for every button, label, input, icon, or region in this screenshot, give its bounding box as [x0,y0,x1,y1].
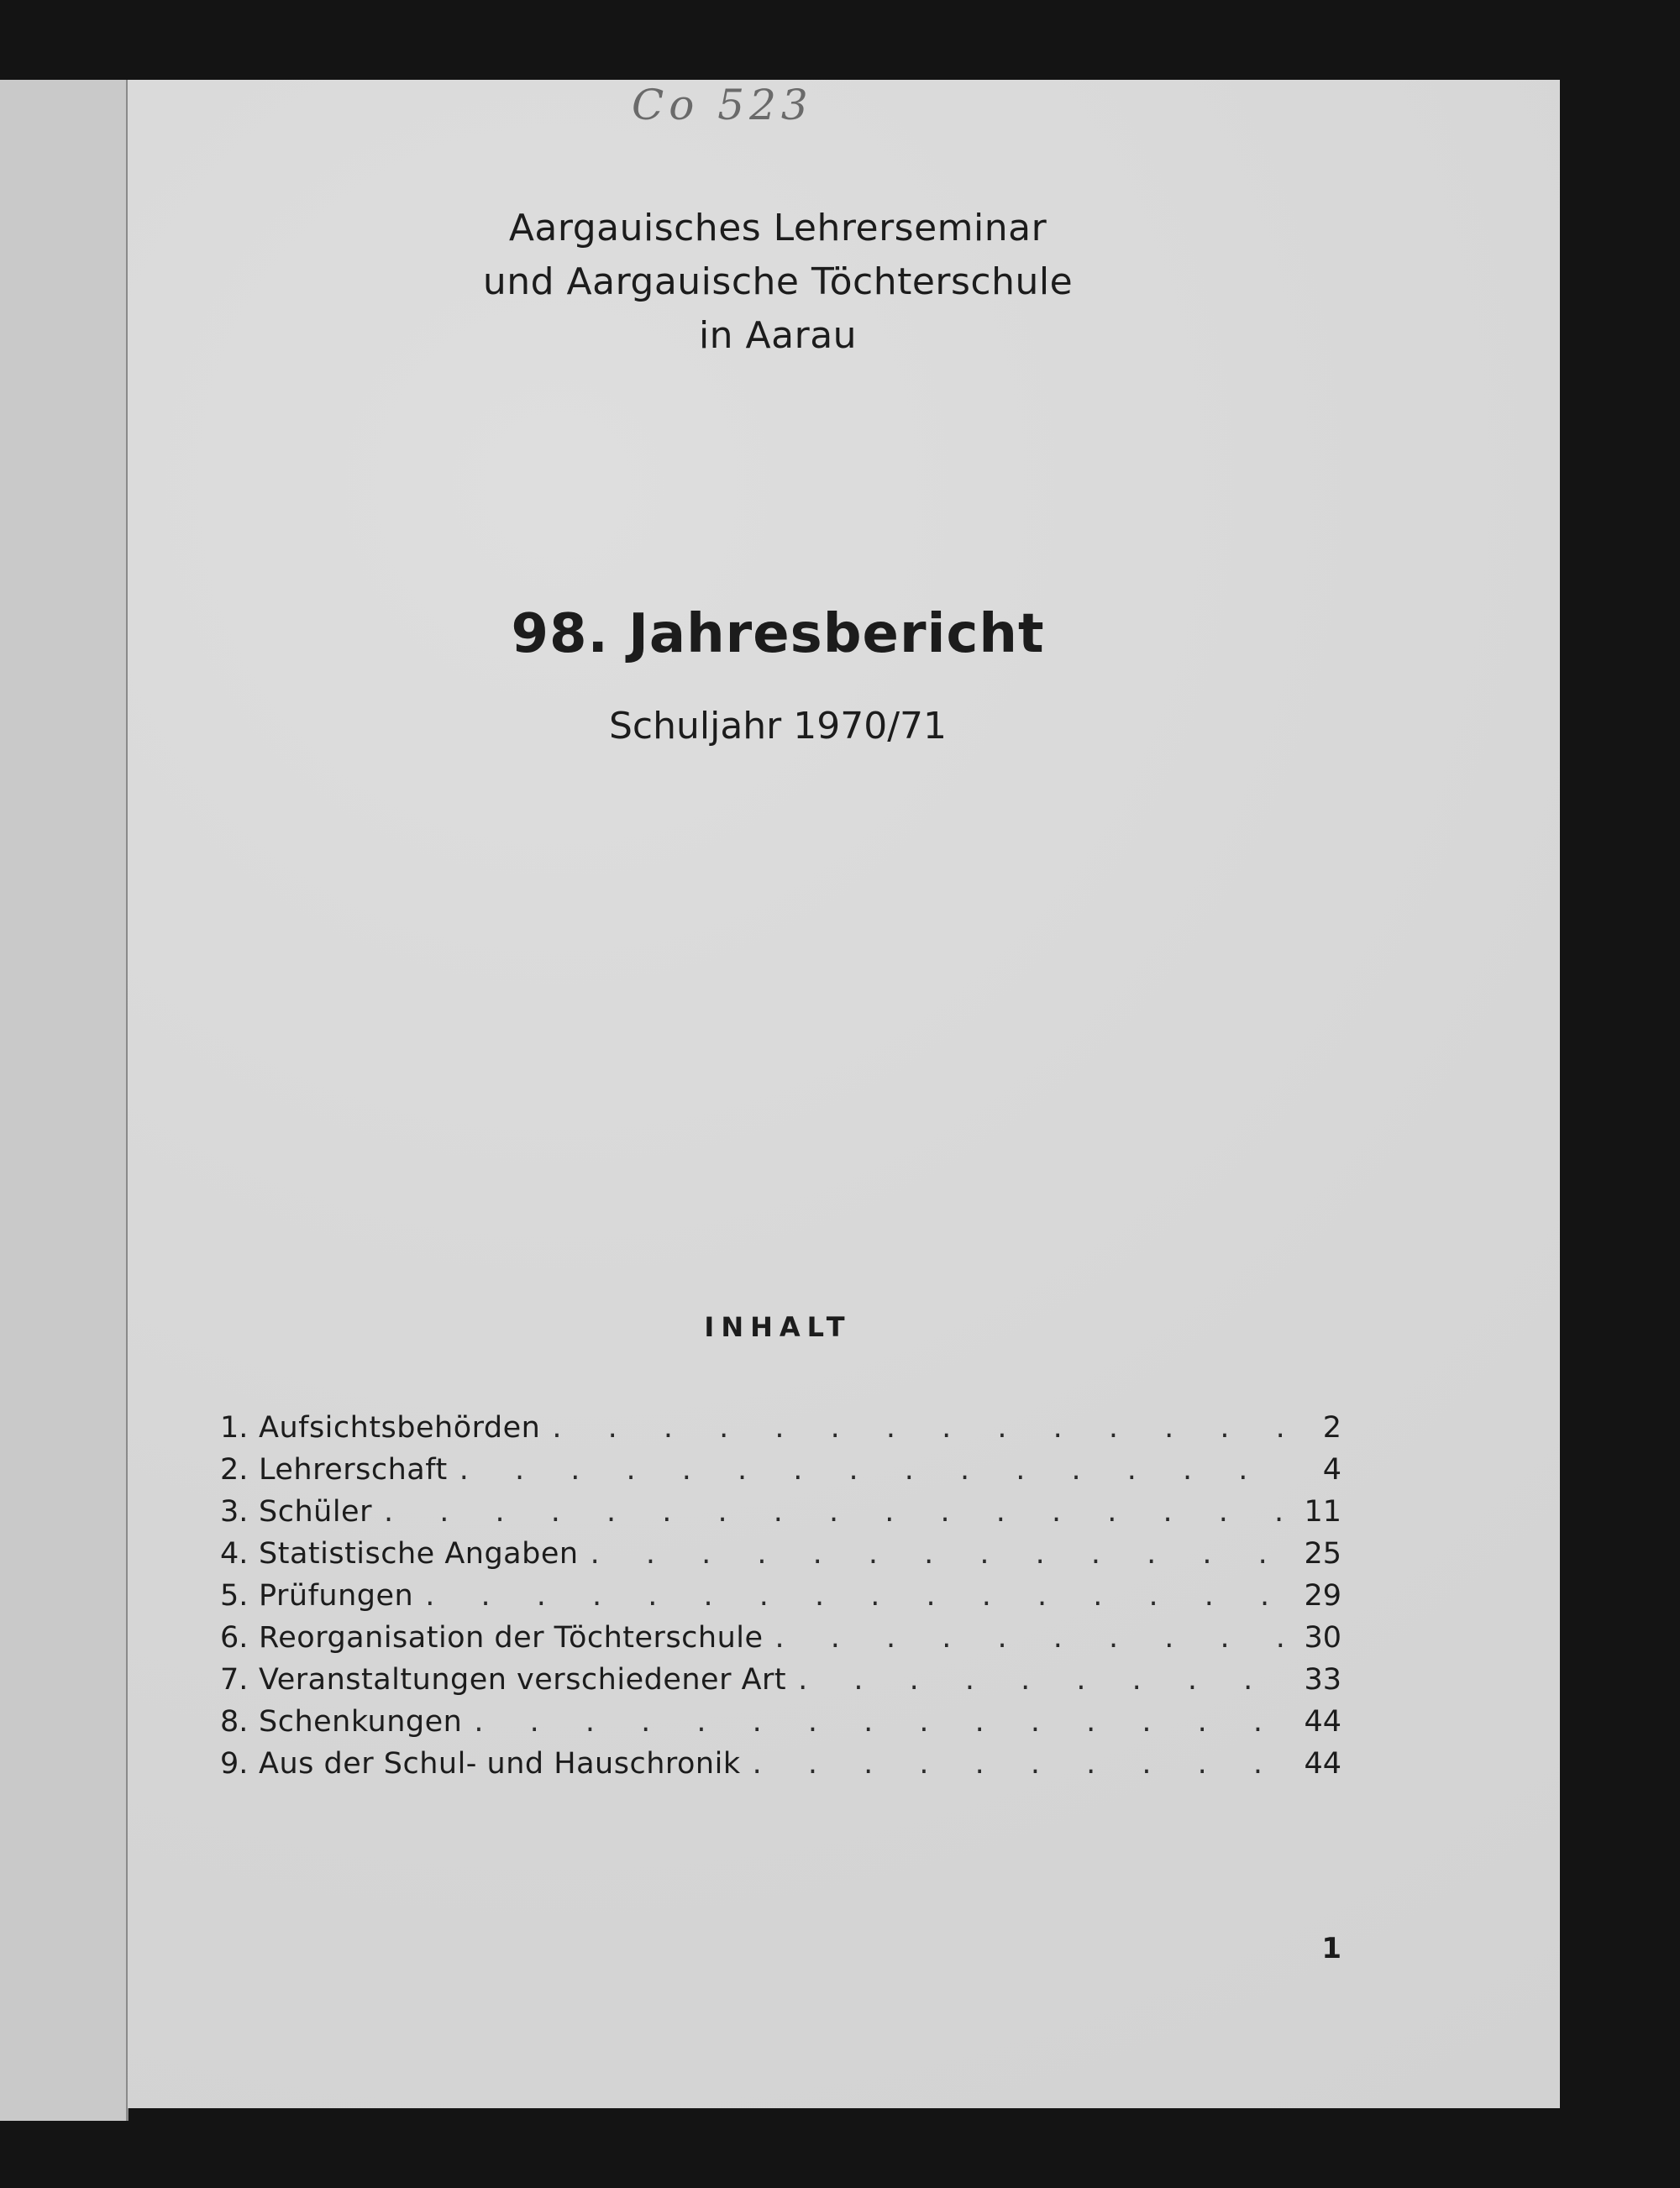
toc-entry [220,1491,1341,1533]
toc-entry-page: 4 [1322,1453,1341,1487]
school-year: Schuljahr 1970/71 [608,705,948,748]
toc-entry-page: 11 [1304,1495,1341,1529]
toc-leader-dots [448,1449,1291,1491]
facing-page-edge [0,80,129,2121]
toc-entry-number: 6. [220,1621,249,1655]
toc-entry-page: 33 [1304,1663,1341,1697]
toc-entry-label: Aus der Schul- und Hauschronik [259,1747,741,1781]
toc-entry [220,1575,1341,1617]
toc-entry [220,1701,1341,1743]
toc-entry-page: 2 [1322,1411,1341,1445]
page-number: 1 [1321,1932,1341,1965]
toc-leader-dots [462,1701,1291,1743]
document-page [128,80,1560,2108]
table-of-contents [220,1407,1341,1785]
toc-leader-dots [413,1575,1291,1617]
toc-entry-label: Schüler [259,1495,372,1529]
toc-entry-page: 25 [1304,1537,1341,1571]
toc-entry-number: 5. [220,1579,249,1613]
toc-entry-label: Reorganisation der Töchterschule [259,1621,764,1655]
handwritten-shelfmark: Co 523 [632,81,813,129]
toc-entry-page: 30 [1304,1621,1341,1655]
toc-entry-label: Veranstaltungen verschiedener Art [259,1663,787,1697]
toc-entry-number: 1. [220,1411,249,1445]
toc-entry-label: Statistische Angaben [259,1537,579,1571]
toc-entry-number: 7. [220,1663,249,1697]
toc-entry-number: 8. [220,1705,249,1739]
institution-line-1: Aargauisches Lehrerseminar [508,207,1047,249]
toc-entry-number: 4. [220,1537,249,1571]
toc-entry-label: Aufsichtsbehörden [259,1411,541,1445]
toc-entry-page: 44 [1304,1705,1341,1739]
toc-entry-label: Lehrerschaft [259,1453,448,1487]
toc-entry-number: 2. [220,1453,249,1487]
toc-entry-number: 9. [220,1747,249,1781]
toc-entry-number: 3. [220,1495,249,1529]
toc-entry-label: Schenkungen [259,1705,463,1739]
toc-leader-dots [579,1533,1291,1575]
toc-heading: INHALT [704,1311,852,1343]
toc-leader-dots [540,1407,1291,1449]
toc-entry [220,1743,1341,1785]
toc-leader-dots [786,1659,1291,1701]
toc-entry [220,1617,1341,1659]
institution-line-3: in Aarau [698,314,858,357]
toc-entry-page: 44 [1304,1747,1341,1781]
toc-entry-page: 29 [1304,1579,1341,1613]
toc-leader-dots [372,1491,1291,1533]
toc-leader-dots [741,1743,1291,1785]
institution-header [128,202,1428,363]
toc-entry [220,1659,1341,1701]
toc-entry [220,1449,1341,1491]
toc-entry [220,1533,1341,1575]
report-title: 98. Jahresbericht [511,603,1045,665]
institution-line-2: und Aargauische Töchterschule [482,260,1074,303]
toc-leader-dots [764,1617,1291,1659]
toc-entry [220,1407,1341,1449]
toc-entry-label: Prüfungen [259,1579,414,1613]
